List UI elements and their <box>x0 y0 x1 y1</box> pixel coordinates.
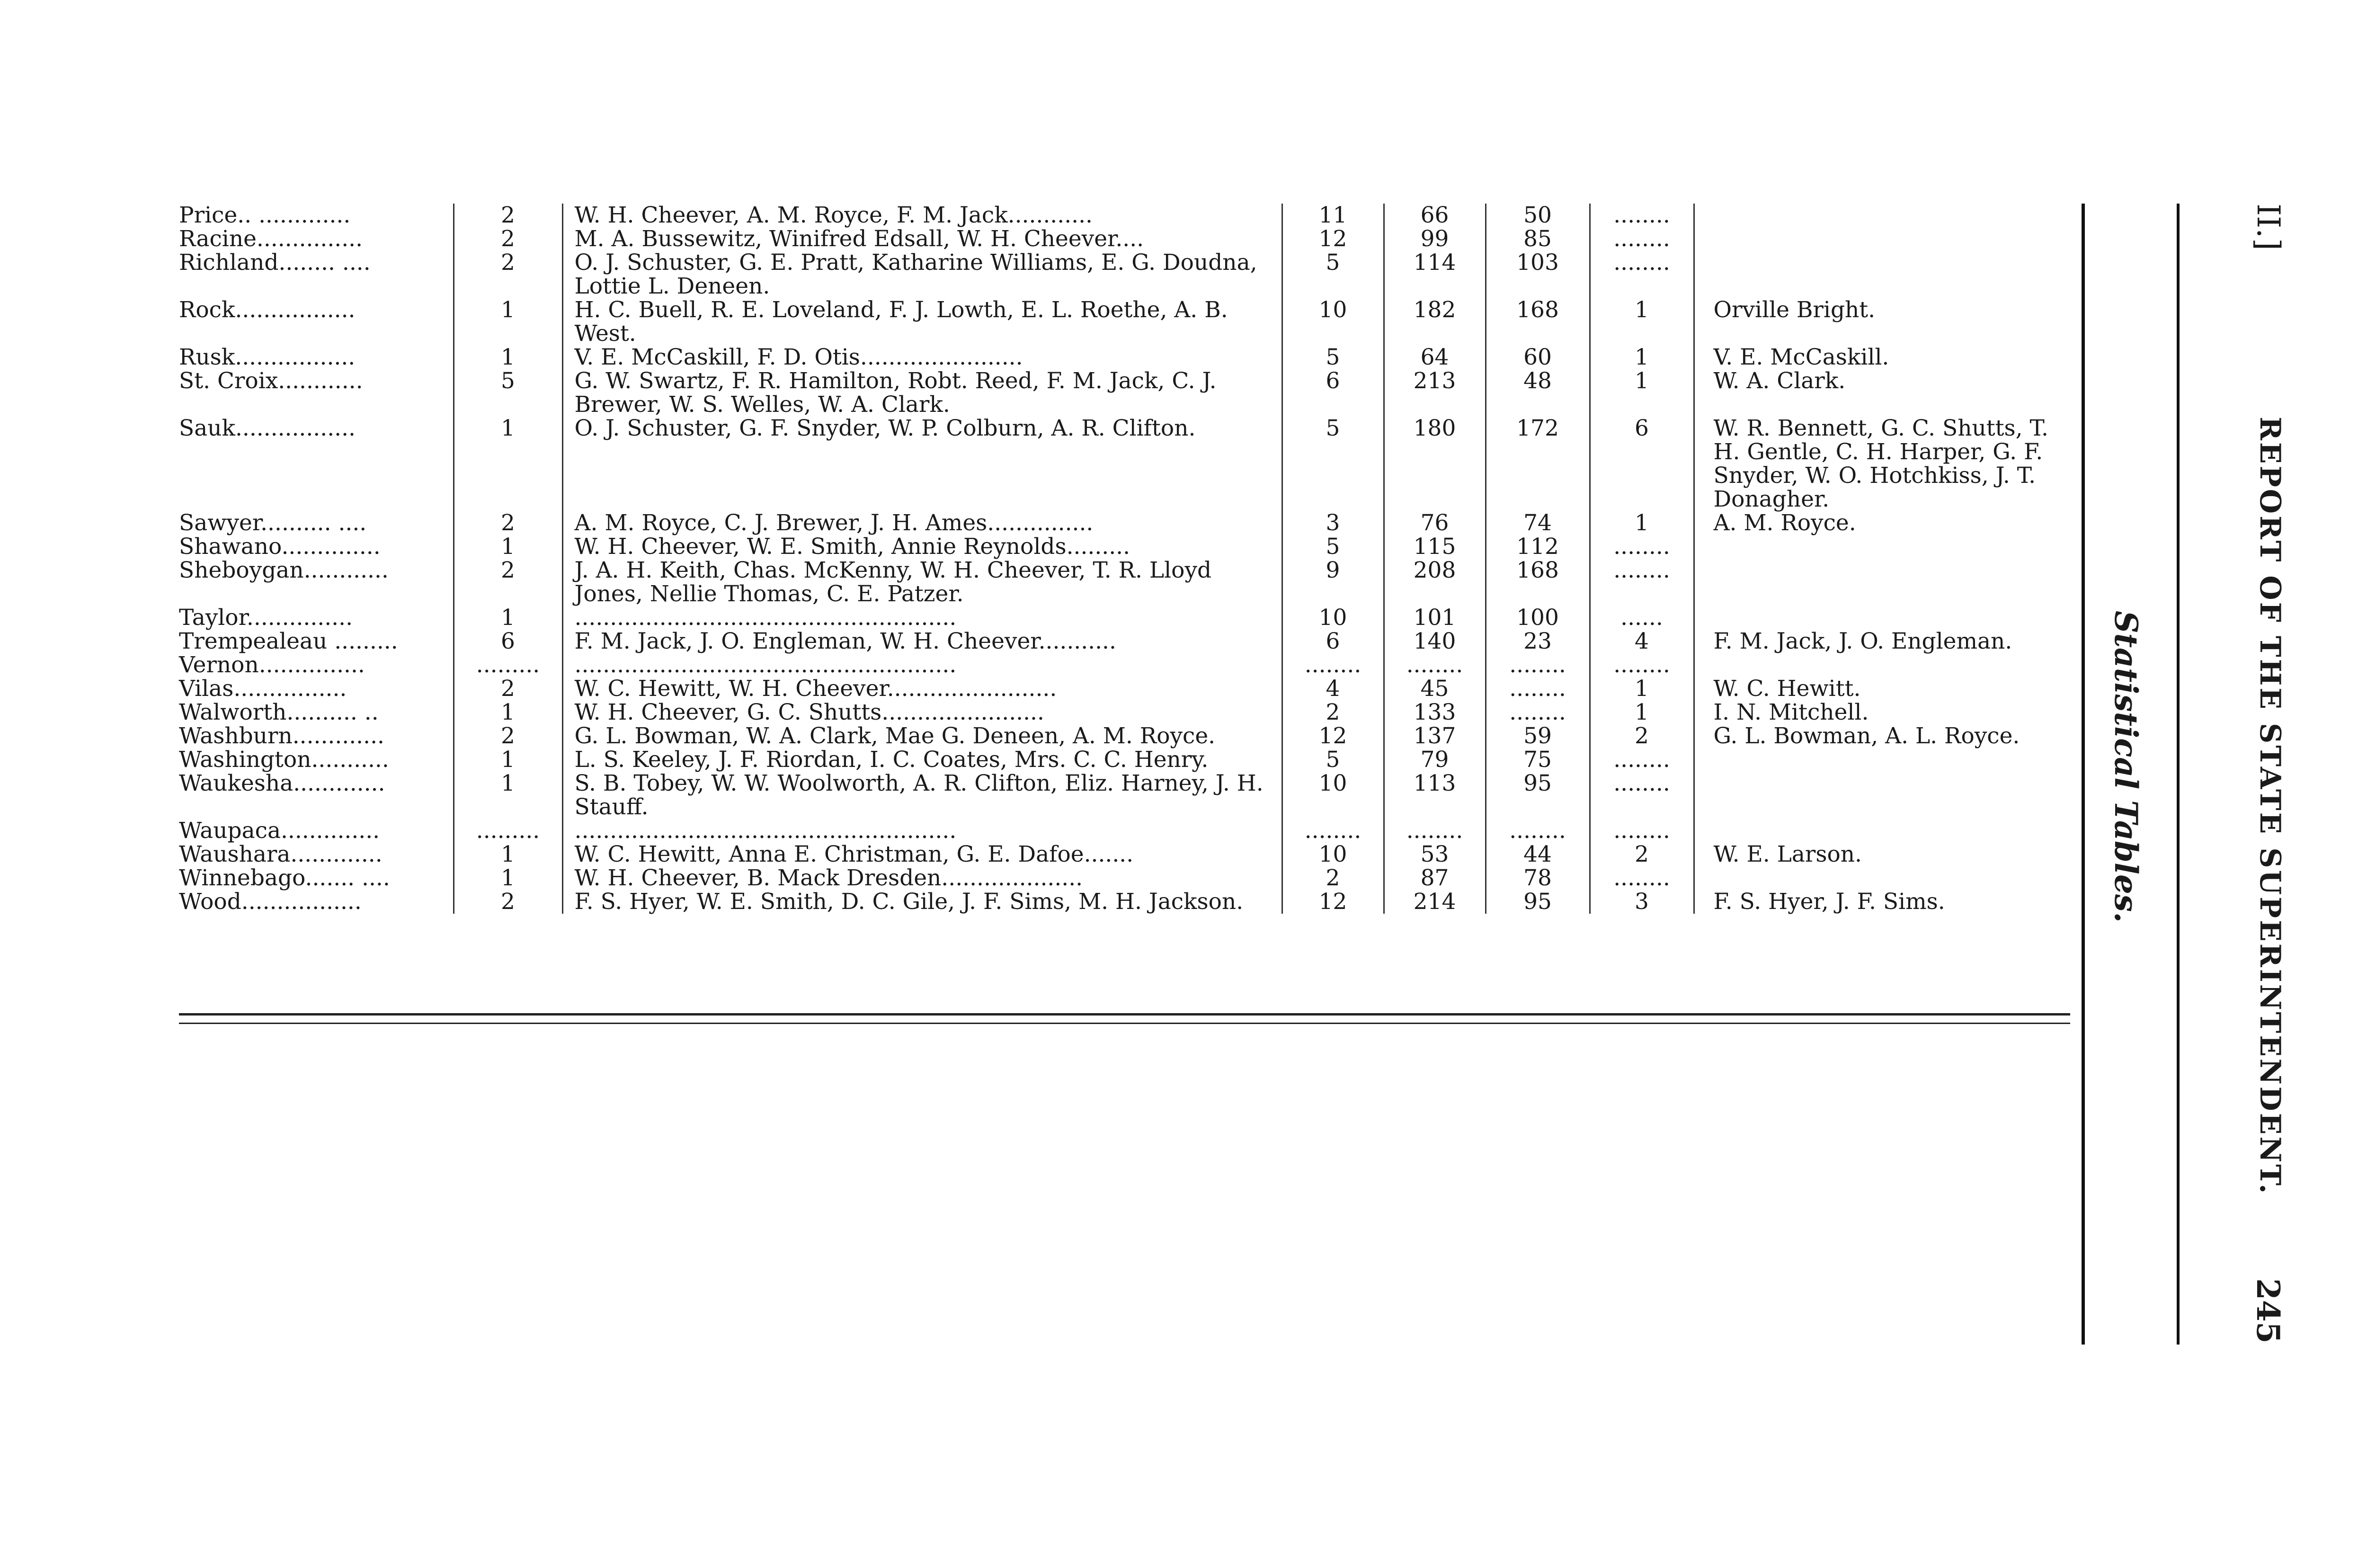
schools-count: 180 <box>1384 417 1486 511</box>
visitor-names <box>1694 819 2070 843</box>
visitor-names: W. R. Bennett, G. C. Shutts, T. H. Gentle, C. H. Harper, G. F. Snyder, W. O. Hotchkiss, J. T. Donagher. <box>1713 415 2048 512</box>
schools-count: 99 <box>1384 227 1486 251</box>
bottom-rule-thin <box>179 1023 2070 1024</box>
table-row <box>179 748 2070 772</box>
visitor-names: W. A. Clark. <box>1713 368 1846 394</box>
table-row <box>179 511 2070 535</box>
institute-count: 1 <box>454 701 562 724</box>
enrollment-count: 59 <box>1486 724 1590 748</box>
instructor-names: O. J. Schuster, G. F. Snyder, W. P. Colburn, A. R. Clifton. <box>562 417 1282 511</box>
instructor-names: M. A. Bussewitz, Winifred Edsall, W. H. Cheever.... <box>562 227 1282 251</box>
visitor-names: F. S. Hyer, J. F. Sims. <box>1713 889 1945 915</box>
county-name: Waushara............. <box>179 843 454 866</box>
towns-count: 2 <box>1282 866 1384 890</box>
county-name: Washburn............. <box>179 724 454 748</box>
enrollment-count: 74 <box>1486 511 1590 535</box>
institute-count: 1 <box>454 772 562 819</box>
graduates-count: ........ <box>1590 535 1694 559</box>
towns-count: 10 <box>1282 772 1384 819</box>
schools-count: 64 <box>1384 346 1486 369</box>
county-name: Shawano.............. <box>179 535 454 559</box>
visitor-names <box>1694 204 2070 227</box>
towns-count: 9 <box>1282 559 1384 606</box>
visitor-names <box>1694 251 2070 298</box>
towns-count: 4 <box>1282 677 1384 701</box>
instructor-names: W. H. Cheever, W. E. Smith, Annie Reynolds......... <box>562 535 1282 559</box>
schools-count: 137 <box>1384 724 1486 748</box>
enrollment-count: 95 <box>1486 772 1590 819</box>
graduates-count: ........ <box>1590 559 1694 606</box>
institute-count: ......... <box>454 653 562 677</box>
table-row <box>179 417 2070 511</box>
institute-count: 1 <box>454 417 562 511</box>
institute-count: 2 <box>454 890 562 914</box>
schools-count: 87 <box>1384 866 1486 890</box>
enrollment-count: 78 <box>1486 866 1590 890</box>
visitor-names: F. M. Jack, J. O. Engleman. <box>1713 628 2012 654</box>
instructor-names: W. C. Hewitt, Anna E. Christman, G. E. Dafoe....... <box>562 843 1282 866</box>
schools-count: 115 <box>1384 535 1486 559</box>
county-name: Sawyer.......... .... <box>179 511 454 535</box>
visitor-names <box>1694 748 2070 772</box>
visitor-names <box>1694 653 2070 677</box>
enrollment-count: ........ <box>1486 653 1590 677</box>
section-title: Statistical Tables. <box>2108 611 2145 923</box>
enrollment-count: 75 <box>1486 748 1590 772</box>
graduates-count: ........ <box>1590 227 1694 251</box>
table-row <box>179 251 2070 298</box>
visitor-names <box>1694 606 2070 630</box>
institute-count: 2 <box>454 511 562 535</box>
graduates-count: ...... <box>1590 606 1694 630</box>
schools-count: 214 <box>1384 890 1486 914</box>
county-statistics-table <box>179 204 2070 914</box>
schools-count: ........ <box>1384 653 1486 677</box>
schools-count: 213 <box>1384 369 1486 417</box>
table-row <box>179 559 2070 606</box>
institute-count: 1 <box>454 535 562 559</box>
visitor-names: W. E. Larson. <box>1713 841 1862 867</box>
graduates-count: ........ <box>1590 251 1694 298</box>
institute-count: 2 <box>454 204 562 227</box>
schools-count: ........ <box>1384 819 1486 843</box>
instructor-names: A. M. Royce, C. J. Brewer, J. H. Ames............... <box>562 511 1282 535</box>
instructor-names: W. H. Cheever, A. M. Royce, F. M. Jack............ <box>562 204 1282 227</box>
towns-count: 6 <box>1282 630 1384 653</box>
table-row <box>179 606 2070 630</box>
institute-count: 1 <box>454 298 562 346</box>
county-name: Price.. ............. <box>179 204 454 227</box>
county-name: Vilas................ <box>179 677 454 701</box>
visitor-names <box>1694 559 2070 606</box>
graduates-count: 4 <box>1590 630 1694 653</box>
county-name: Racine............... <box>179 227 454 251</box>
institute-count: 1 <box>454 748 562 772</box>
enrollment-count: 168 <box>1486 298 1590 346</box>
table-row <box>179 346 2070 369</box>
towns-count: 10 <box>1282 298 1384 346</box>
instructor-names: F. S. Hyer, W. E. Smith, D. C. Gile, J. F. Sims, M. H. Jackson. <box>562 890 1282 914</box>
schools-count: 140 <box>1384 630 1486 653</box>
visitor-names: W. C. Hewitt. <box>1713 676 1861 702</box>
towns-count: 5 <box>1282 417 1384 511</box>
county-name: Richland........ .... <box>179 251 454 298</box>
instructor-names: V. E. McCaskill, F. D. Otis....................... <box>562 346 1282 369</box>
instructor-names: G. L. Bowman, W. A. Clark, Mae G. Deneen, A. M. Royce. <box>562 724 1282 748</box>
schools-count: 45 <box>1384 677 1486 701</box>
instructor-names: ...................................................... <box>562 606 1282 630</box>
table-row <box>179 204 2070 227</box>
county-name: Taylor............... <box>179 606 454 630</box>
graduates-count: ........ <box>1590 653 1694 677</box>
graduates-count: ........ <box>1590 772 1694 819</box>
running-header-title: REPORT OF THE STATE SUPERINTENDENT. <box>2253 417 2287 1196</box>
county-name: Winnebago....... .... <box>179 866 454 890</box>
enrollment-count: 50 <box>1486 204 1590 227</box>
enrollment-count: 103 <box>1486 251 1590 298</box>
graduates-count: 1 <box>1590 701 1694 724</box>
towns-count: 5 <box>1282 251 1384 298</box>
visitor-names: G. L. Bowman, A. L. Royce. <box>1713 723 2020 749</box>
table-row <box>179 819 2070 843</box>
instructor-names: W. H. Cheever, B. Mack Dresden.................... <box>562 866 1282 890</box>
instructor-names: H. C. Buell, R. E. Loveland, F. J. Lowth, E. L. Roethe, A. B. West. <box>562 298 1282 346</box>
schools-count: 53 <box>1384 843 1486 866</box>
graduates-count: 1 <box>1590 346 1694 369</box>
towns-count: 2 <box>1282 701 1384 724</box>
instructor-names: L. S. Keeley, J. F. Riordan, I. C. Coates, Mrs. C. C. Henry. <box>562 748 1282 772</box>
schools-count: 101 <box>1384 606 1486 630</box>
graduates-count: ........ <box>1590 204 1694 227</box>
instructor-names: F. M. Jack, J. O. Engleman, W. H. Cheever........... <box>562 630 1282 653</box>
table-row <box>179 701 2070 724</box>
towns-count: 10 <box>1282 843 1384 866</box>
table-row <box>179 298 2070 346</box>
county-name: Wood................. <box>179 890 454 914</box>
county-name: Trempealeau ......... <box>179 630 454 653</box>
county-name: Walworth.......... .. <box>179 701 454 724</box>
county-name: Waupaca.............. <box>179 819 454 843</box>
visitor-names: Orville Bright. <box>1713 297 1876 323</box>
institute-count: 2 <box>454 227 562 251</box>
institute-count: 1 <box>454 866 562 890</box>
graduates-count: 1 <box>1590 369 1694 417</box>
enrollment-count: 95 <box>1486 890 1590 914</box>
institute-count: 2 <box>454 724 562 748</box>
schools-count: 208 <box>1384 559 1486 606</box>
enrollment-count: 172 <box>1486 417 1590 511</box>
bottom-rule <box>179 1013 2070 1016</box>
instructor-names: ...................................................... <box>562 653 1282 677</box>
visitor-names: I. N. Mitchell. <box>1713 699 1869 725</box>
table-row <box>179 369 2070 417</box>
enrollment-count: ........ <box>1486 677 1590 701</box>
table-row <box>179 843 2070 866</box>
schools-count: 79 <box>1384 748 1486 772</box>
institute-count: 2 <box>454 677 562 701</box>
towns-count: 12 <box>1282 227 1384 251</box>
institute-count: ......... <box>454 819 562 843</box>
enrollment-count: 23 <box>1486 630 1590 653</box>
schools-count: 66 <box>1384 204 1486 227</box>
visitor-names: A. M. Royce. <box>1713 510 1856 536</box>
vertical-rule-right <box>2177 204 2180 1345</box>
graduates-count: ........ <box>1590 748 1694 772</box>
graduates-count: ........ <box>1590 866 1694 890</box>
institute-count: 1 <box>454 346 562 369</box>
instructor-names: W. H. Cheever, G. C. Shutts....................... <box>562 701 1282 724</box>
county-name: Rock................. <box>179 298 454 346</box>
visitor-names <box>1694 866 2070 890</box>
graduates-count: 1 <box>1590 511 1694 535</box>
county-name: St. Croix............ <box>179 369 454 417</box>
county-name: Vernon............... <box>179 653 454 677</box>
towns-count: ........ <box>1282 653 1384 677</box>
towns-count: 5 <box>1282 748 1384 772</box>
county-name: Sheboygan............ <box>179 559 454 606</box>
part-number: II.] <box>2250 204 2287 250</box>
visitor-names <box>1694 227 2070 251</box>
table-row <box>179 772 2070 819</box>
table-row <box>179 653 2070 677</box>
instructor-names: O. J. Schuster, G. E. Pratt, Katharine Williams, E. G. Doudna, Lottie L. Deneen. <box>562 251 1282 298</box>
towns-count: 6 <box>1282 369 1384 417</box>
county-name: Washington........... <box>179 748 454 772</box>
graduates-count: 1 <box>1590 677 1694 701</box>
towns-count: 12 <box>1282 724 1384 748</box>
instructor-names: W. C. Hewitt, W. H. Cheever........................ <box>562 677 1282 701</box>
table-row <box>179 630 2070 653</box>
institute-count: 2 <box>454 251 562 298</box>
institute-count: 1 <box>454 606 562 630</box>
graduates-count: 6 <box>1590 417 1694 511</box>
instructor-names: G. W. Swartz, F. R. Hamilton, Robt. Reed, F. M. Jack, C. J. Brewer, W. S. Welles, W. A. Clark. <box>562 369 1282 417</box>
enrollment-count: 48 <box>1486 369 1590 417</box>
towns-count: 10 <box>1282 606 1384 630</box>
county-name: Waukesha............. <box>179 772 454 819</box>
schools-count: 113 <box>1384 772 1486 819</box>
graduates-count: 3 <box>1590 890 1694 914</box>
graduates-count: ........ <box>1590 819 1694 843</box>
institute-count: 2 <box>454 559 562 606</box>
schools-count: 182 <box>1384 298 1486 346</box>
county-name: Rusk................. <box>179 346 454 369</box>
towns-count: 5 <box>1282 346 1384 369</box>
visitor-names <box>1694 535 2070 559</box>
enrollment-count: 85 <box>1486 227 1590 251</box>
schools-count: 133 <box>1384 701 1486 724</box>
table-row <box>179 724 2070 748</box>
institute-count: 5 <box>454 369 562 417</box>
graduates-count: 1 <box>1590 298 1694 346</box>
enrollment-count: ........ <box>1486 819 1590 843</box>
enrollment-count: 168 <box>1486 559 1590 606</box>
schools-count: 76 <box>1384 511 1486 535</box>
page-number: 245 <box>2250 1278 2287 1344</box>
towns-count: ........ <box>1282 819 1384 843</box>
instructor-names: J. A. H. Keith, Chas. McKenny, W. H. Cheever, T. R. Lloyd Jones, Nellie Thomas, C. E. Patzer. <box>562 559 1282 606</box>
table-row <box>179 890 2070 914</box>
instructor-names: S. B. Tobey, W. W. Woolworth, A. R. Clifton, Eliz. Harney, J. H. Stauff. <box>562 772 1282 819</box>
visitor-names <box>1694 772 2070 819</box>
graduates-count: 2 <box>1590 843 1694 866</box>
schools-count: 114 <box>1384 251 1486 298</box>
enrollment-count: 112 <box>1486 535 1590 559</box>
table-row <box>179 227 2070 251</box>
institute-count: 1 <box>454 843 562 866</box>
towns-count: 3 <box>1282 511 1384 535</box>
instructor-names: ...................................................... <box>562 819 1282 843</box>
table-body <box>179 204 2070 914</box>
table-row <box>179 535 2070 559</box>
towns-count: 12 <box>1282 890 1384 914</box>
institute-count: 6 <box>454 630 562 653</box>
table-row <box>179 866 2070 890</box>
towns-count: 11 <box>1282 204 1384 227</box>
vertical-rule-left <box>2082 204 2085 1345</box>
county-name: Sauk................. <box>179 417 454 511</box>
enrollment-count: 44 <box>1486 843 1590 866</box>
graduates-count: 2 <box>1590 724 1694 748</box>
towns-count: 5 <box>1282 535 1384 559</box>
enrollment-count: 60 <box>1486 346 1590 369</box>
visitor-names: V. E. McCaskill. <box>1713 344 1889 370</box>
enrollment-count: 100 <box>1486 606 1590 630</box>
enrollment-count: ........ <box>1486 701 1590 724</box>
table-row <box>179 677 2070 701</box>
